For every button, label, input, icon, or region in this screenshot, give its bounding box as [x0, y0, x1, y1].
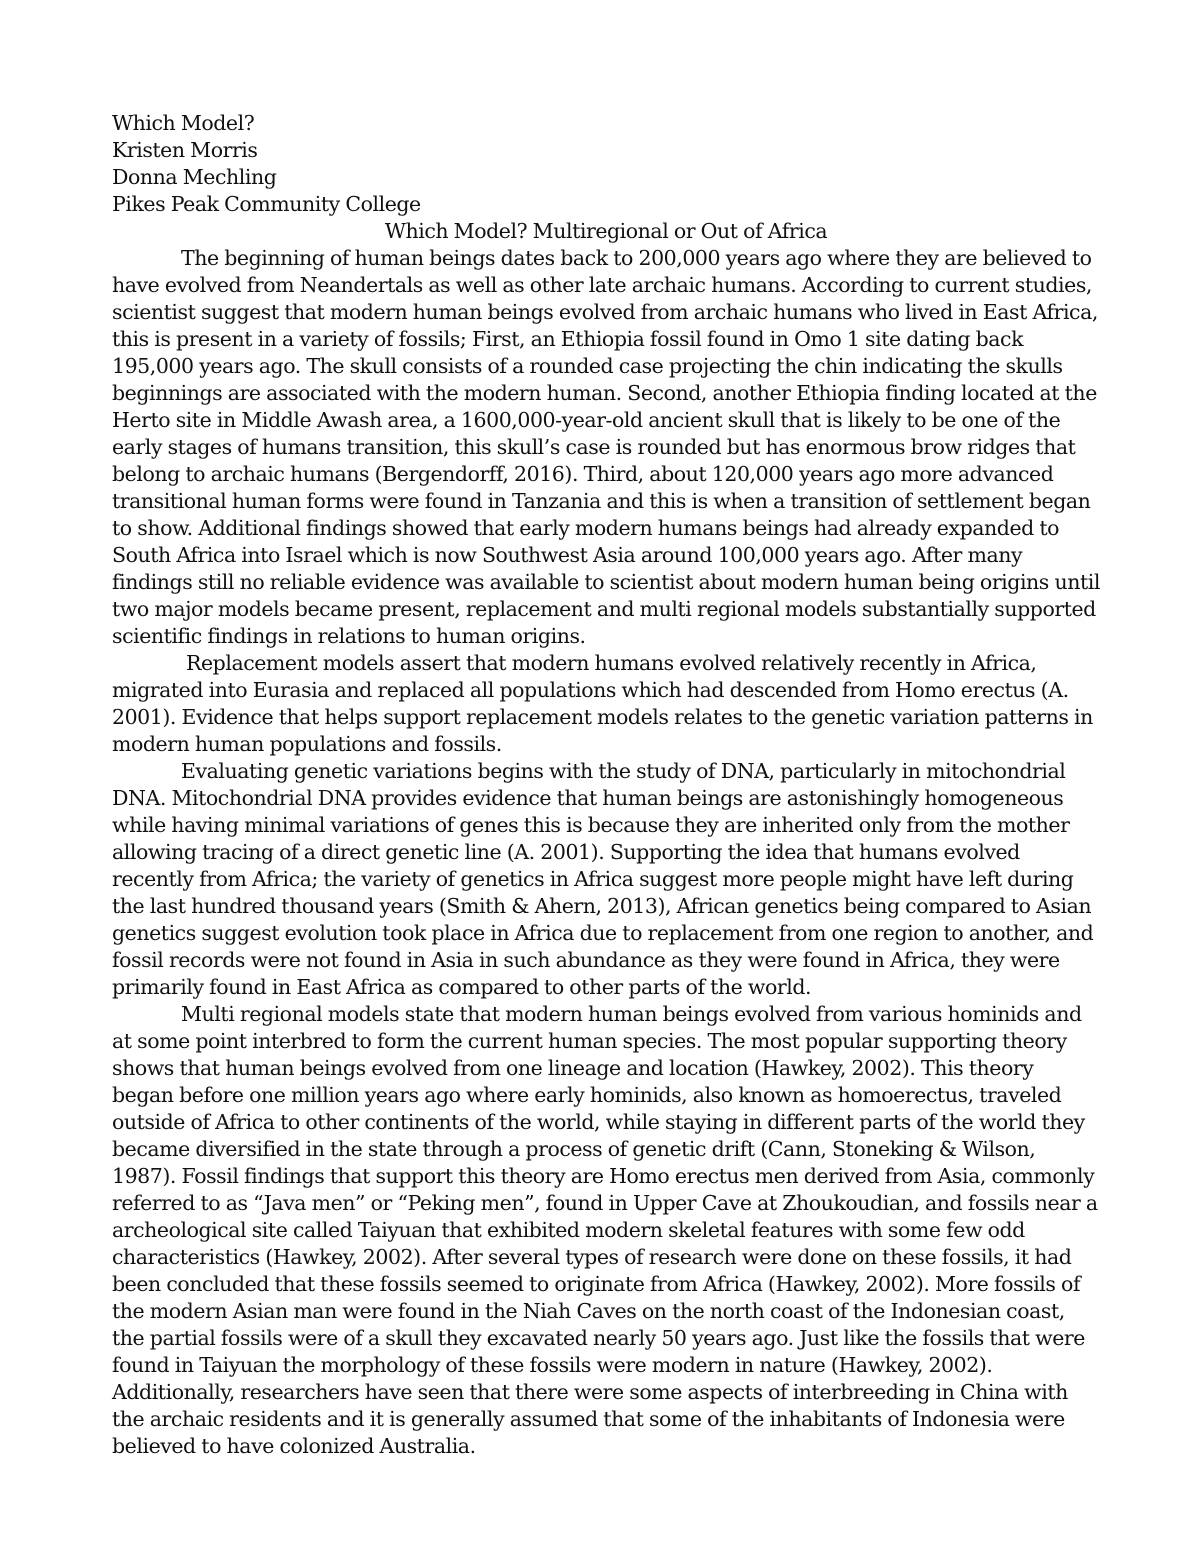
assignment-title: Which Model?	[112, 111, 255, 135]
paragraph-multiregional-models: Multi regional models state that modern human beings evolved from various hominids and at some point interbred to form the current human species. The most popular supporting theory shows that human beings evolved from one lineage and location (Hawkey, 2002). This theory began before one million years ago where early hominids, also known as homoerectus, traveled outside of Africa to other continents of the world, while staying in different parts of the world they became diversified in the state through a process of genetic drift (Cann, Stoneking & Wilson, 1987). Fossil findings that support this theory are Homo erectus men derived from Asia, commonly referred to as “Java men” or “Peking men”, found in Upper Cave at Zhoukoudian, and fossils near a archeological site called Taiyuan that exhibited modern skeletal features with some few odd characteristics (Hawkey, 2002). After several types of research were done on these fossils, it had been concluded that these fossils seemed to originate from Africa (Hawkey, 2002). More fossils of the modern Asian man were found in the Niah Caves on the north coast of the Indonesian coast, the partial fossils were of a skull they excavated nearly 50 years ago. Just like the fossils that were found in Taiyuan the morphology of these fossils were modern in nature (Hawkey, 2002). Additionally, researchers have seen that there were some aspects of interbreeding in China with the archaic residents and it is generally assumed that some of the inhabitants of Indonesia were believed to have colonized Australia.	[112, 1002, 1098, 1458]
paragraph-genetic-variations: Evaluating genetic variations begins with the study of DNA, particularly in mitochondrial DNA. Mitochondrial DNA provides evidence that human beings are astonishingly homogeneous while having minimal variations of genes this is because they are inherited only from the mother allowing tracing of a direct genetic line (A. 2001). Supporting the idea that humans evolved recently from Africa; the variety of genetics in Africa suggest more people might have left during the last hundred thousand years (Smith & Ahern, 2013), African genetics being compared to Asian genetics suggest evolution took place in Africa due to replacement from one region to another, and fossil records were not found in Asia in such abundance as they were found in Africa, they were primarily found in East Africa as compared to other parts of the world.	[112, 759, 1094, 999]
instructor-name: Donna Mechling	[112, 165, 277, 189]
paragraph-replacement-models: Replacement models assert that modern humans evolved relatively recently in Africa, migrated into Eurasia and replaced all populations which had descended from Homo erectus (A. 2001). Evidence that helps support replacement models relates to the genetic variation patterns in modern human populations and fossils.	[112, 651, 1093, 756]
student-name: Kristen Morris	[112, 138, 258, 162]
institution-name: Pikes Peak Community College	[112, 192, 421, 216]
paragraph-introduction: The beginning of human beings dates back to 200,000 years ago where they are believed to have evolved from Neandertals as well as other late archaic humans. According to current studies, scientist suggest that modern human beings evolved from archaic humans who lived in East Africa, this is present in a variety of fossils; First, an Ethiopia fossil found in Omo 1 site dating back 195,000 years ago. The skull consists of a rounded case projecting the chin indicating the skulls beginnings are associated with the modern human. Second, another Ethiopia finding located at the Herto site in Middle Awash area, a 1600,000-year-old ancient skull that is likely to be one of the early stages of humans transition, this skull’s case is rounded but has enormous brow ridges that belong to archaic humans (Bergendorff, 2016). Third, about 120,000 years ago more advanced transitional human forms were found in Tanzania and this is when a transition of settlement began to show. Additional findings showed that early modern humans beings had already expanded to South Africa into Israel which is now Southwest Asia around 100,000 years ago. After many findings still no reliable evidence was available to scientist about modern human being origins until two major models became present, replacement and multi regional models substantially supported scientific findings in relations to human origins.	[112, 246, 1100, 648]
essay-title: Which Model? Multiregional or Out of Africa	[384, 219, 828, 243]
